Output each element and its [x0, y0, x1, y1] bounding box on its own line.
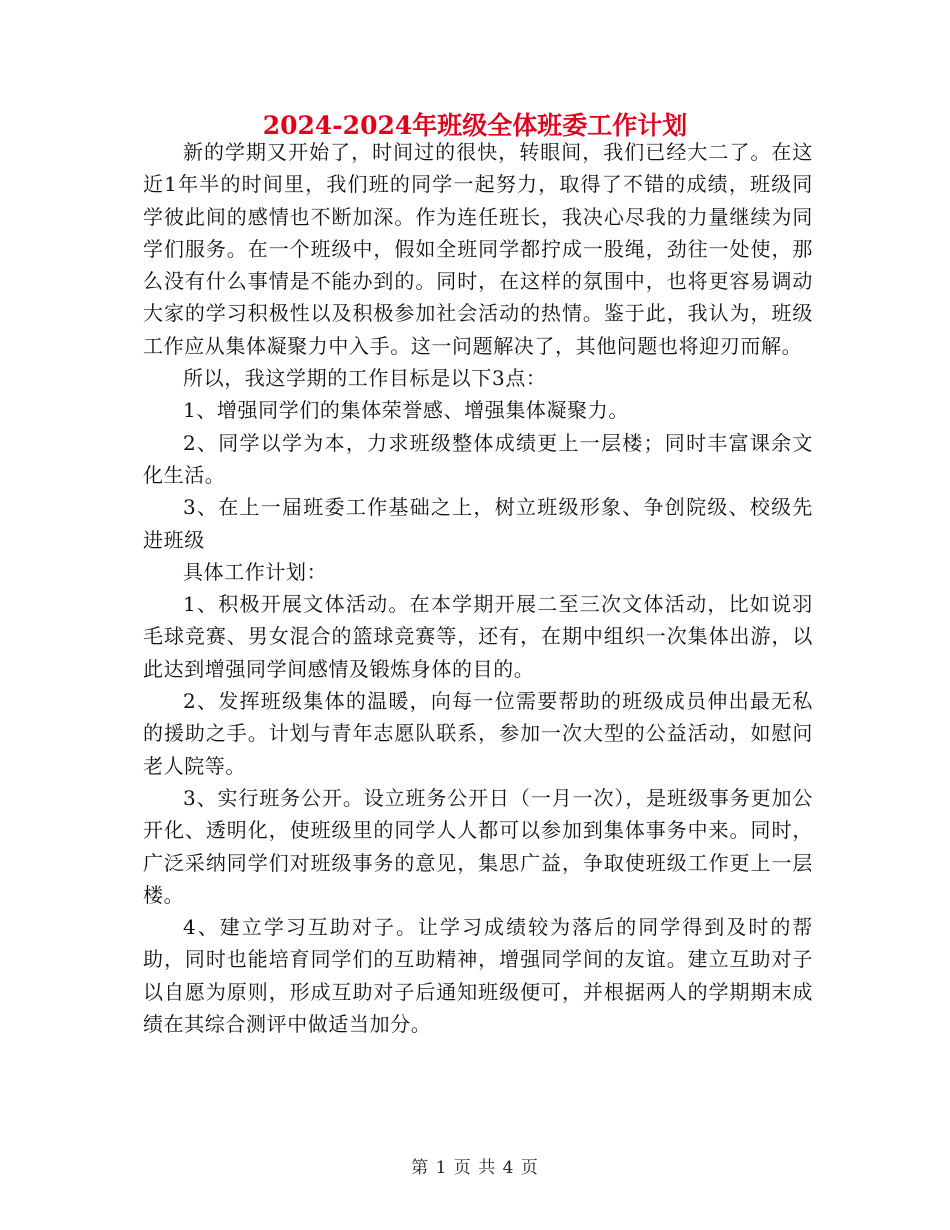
document-body	[143, 136, 813, 1040]
paragraph-plan-3: 3、实行班务公开。设立班务公开日（一月一次），是班级事务更加公开化、透明化，使班级里的同学人人都可以参加到集体事务中来。同时，广泛采纳同学们对班级事务的意见，集思广益，争取使班级工作更上一层楼。	[143, 785, 813, 907]
paragraph-intro: 新的学期又开始了，时间过的很快，转眼间，我们已经大二了。在这近1年半的时间里，我们班的同学一起努力，取得了不错的成绩，班级同学彼此间的感情也不断加深。作为连任班长，我决心尽我的力量继续为同学们服务。在一个班级中，假如全班同学都拧成一股绳，劲往一处使，那么没有什么事情是不能办到的。同时，在这样的氛围中，也将更容易调动大家的学习积极性以及积极参加社会活动的热情。鉴于此，我认为，班级工作应从集体凝聚力中入手。这一问题解决了，其他问题也将迎刃而解。	[143, 140, 813, 358]
document-title: 2024-2024年班级全体班委工作计划	[262, 111, 688, 140]
paragraph-plan-2: 2、发挥班级集体的温暖，向每一位需要帮助的班级成员伸出最无私的援助之手。计划与青年志愿队联系，参加一次大型的公益活动，如慰问老人院等。	[143, 689, 813, 778]
page-number-footer: 第 1 页 共 4 页	[411, 1158, 539, 1178]
paragraph-goal-3: 3、在上一届班委工作基础之上，树立班级形象、争创院级、校级先进班级	[143, 495, 813, 552]
paragraph-plan-heading: 具体工作计划：	[183, 559, 328, 584]
paragraph-goal-2: 2、同学以学为本，力求班级整体成绩更上一层楼；同时丰富课余文化生活。	[143, 430, 813, 487]
paragraph-plan-1: 1、积极开展文体活动。在本学期开展二至三次文体活动，比如说羽毛球竞赛、男女混合的篮球竞赛等，还有，在期中组织一次集体出游，以此达到增强同学间感情及锻炼身体的目的。	[143, 592, 813, 681]
paragraph-plan-4: 4、建立学习互助对子。让学习成绩较为落后的同学得到及时的帮助，同时也能培育同学们的互助精神，增强同学间的友谊。建立互助对子以自愿为原则，形成互助对子后通知班级便可，并根据两人的学期期末成绩在其综合测评中做适当加分。	[143, 915, 813, 1037]
paragraph-goal-1: 1、增强同学们的集体荣誉感、增强集体凝聚力。	[183, 398, 629, 423]
paragraph-goals-heading: 所以，我这学期的工作目标是以下3点：	[183, 366, 547, 391]
